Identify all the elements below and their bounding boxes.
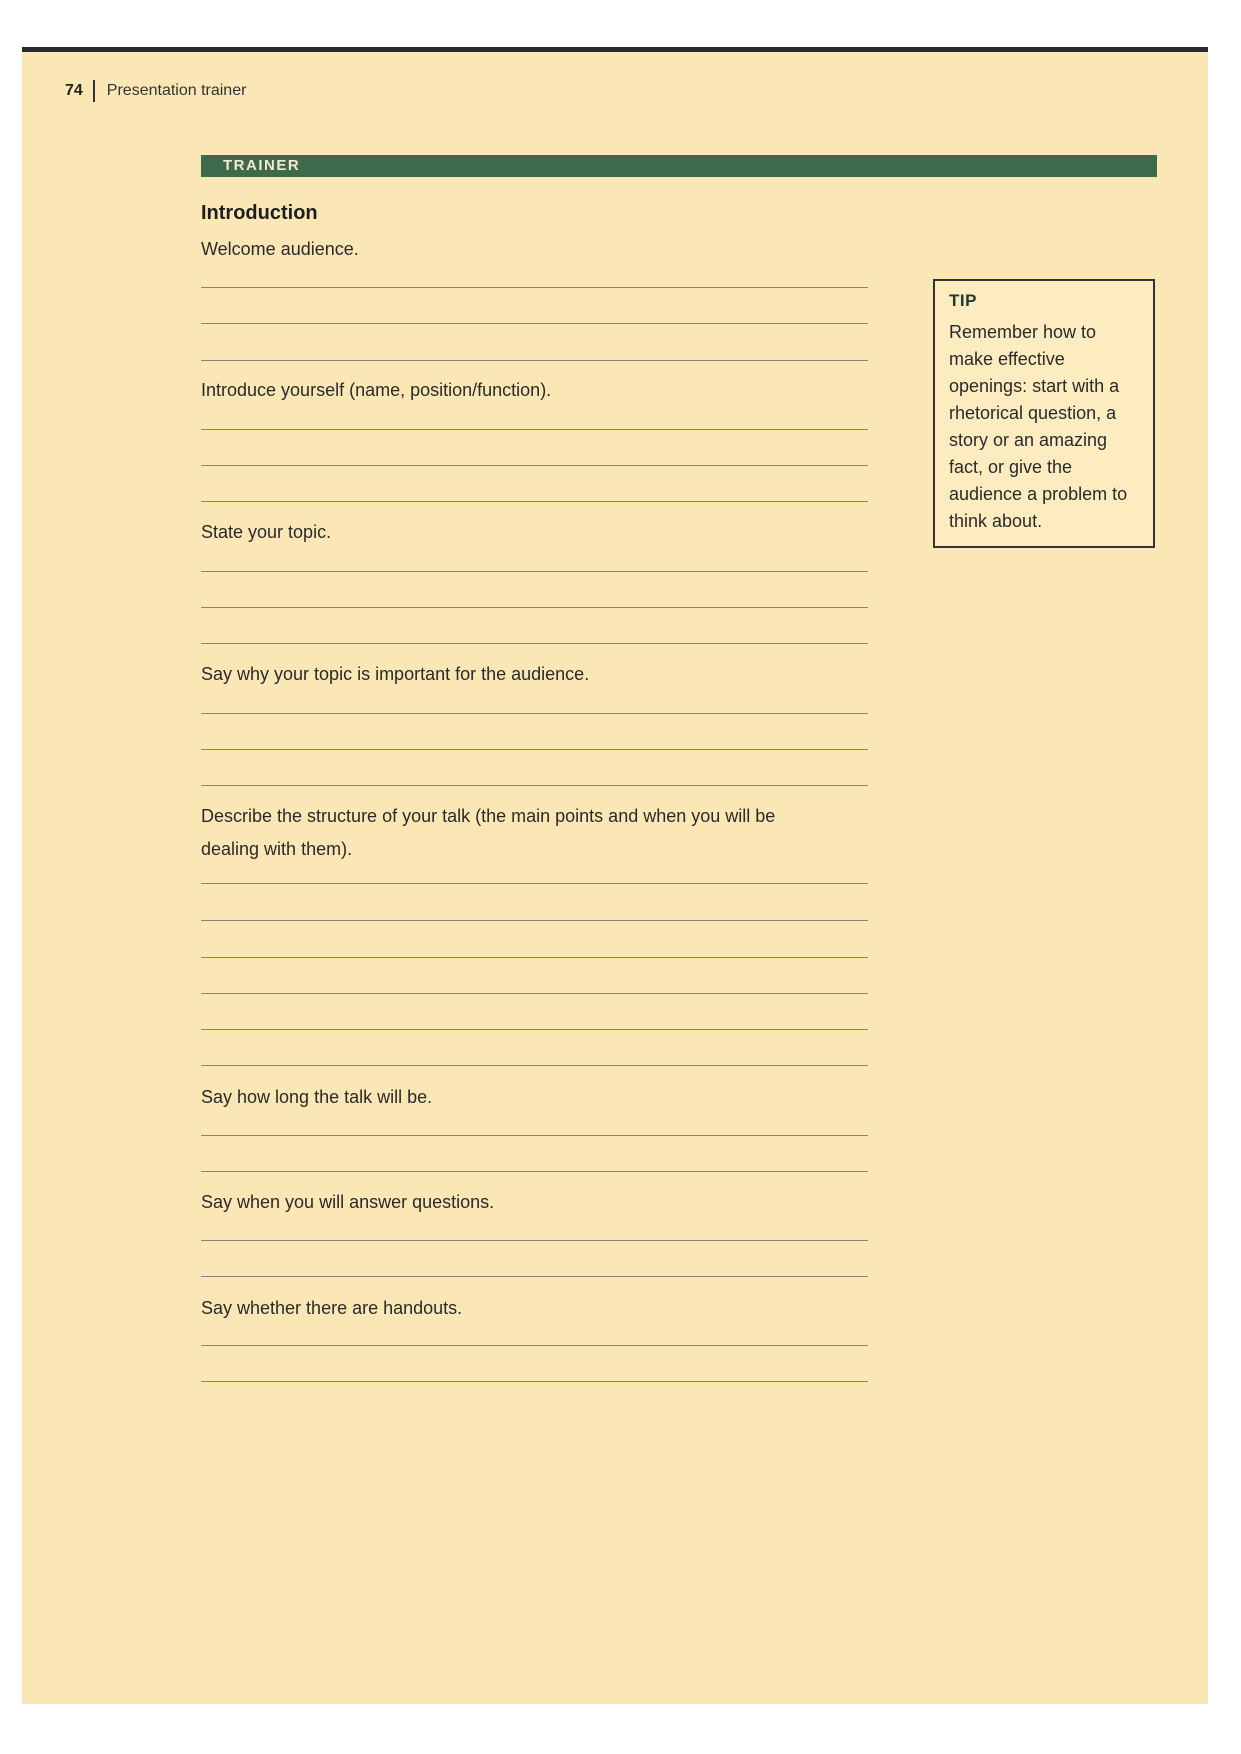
writing-line[interactable] [201, 957, 868, 958]
page-number: 74 [65, 82, 83, 99]
prompt-introduce-yourself: Introduce yourself (name, position/function). [201, 380, 552, 400]
writing-line[interactable] [201, 713, 868, 714]
worksheet-page [22, 47, 1208, 1704]
writing-line[interactable] [201, 1065, 868, 1066]
prompt-questions: Say when you will answer questions. [201, 1192, 495, 1212]
writing-line[interactable] [201, 465, 868, 466]
tip-box [933, 279, 1155, 548]
writing-line[interactable] [201, 1276, 868, 1277]
prompt-welcome: Welcome audience. [201, 239, 359, 259]
tip-text: Remember how to make effective openings: start with a rhetorical question, a story or an amazing fact, or give the audience a problem to think about. [949, 322, 1128, 531]
writing-line[interactable] [201, 1029, 868, 1030]
writing-line[interactable] [201, 287, 868, 288]
writing-line[interactable] [201, 607, 868, 608]
writing-line[interactable] [201, 883, 868, 884]
writing-line[interactable] [201, 1135, 868, 1136]
page-header [65, 80, 246, 102]
writing-line[interactable] [201, 1240, 868, 1241]
tip-title: TIP [949, 291, 977, 310]
writing-line[interactable] [201, 1345, 868, 1346]
prompt-state-topic: State your topic. [201, 522, 332, 542]
trainer-banner: TRAINER [201, 155, 1157, 177]
writing-line[interactable] [201, 429, 868, 430]
section-title: Introduction [201, 202, 318, 224]
prompt-why-important: Say why your topic is important for the audience. [201, 664, 590, 684]
writing-line[interactable] [201, 323, 868, 324]
prompt-structure: Describe the structure of your talk (the main points and when you will be dealing with them). [201, 806, 776, 859]
writing-line[interactable] [201, 571, 868, 572]
writing-line[interactable] [201, 643, 868, 644]
prompt-handouts: Say whether there are handouts. [201, 1298, 463, 1318]
writing-line[interactable] [201, 1171, 868, 1172]
writing-line[interactable] [201, 785, 868, 786]
writing-line[interactable] [201, 920, 868, 921]
writing-line[interactable] [201, 360, 868, 361]
writing-line[interactable] [201, 749, 868, 750]
writing-line[interactable] [201, 993, 868, 994]
writing-line[interactable] [201, 1381, 868, 1382]
running-title: Presentation trainer [106, 82, 247, 99]
header-separator [93, 80, 95, 102]
writing-line[interactable] [201, 501, 868, 502]
prompt-how-long: Say how long the talk will be. [201, 1087, 433, 1107]
